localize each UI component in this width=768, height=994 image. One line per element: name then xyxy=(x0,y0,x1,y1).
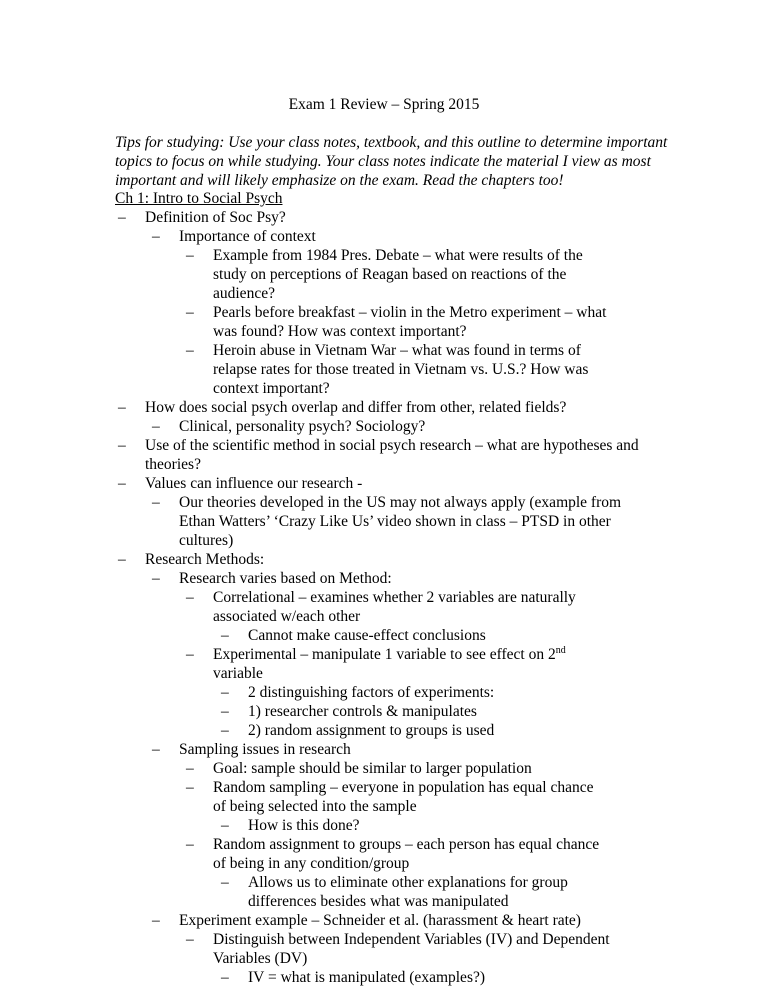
bullet-dash: – xyxy=(186,342,194,359)
outline-item-text: How is this done? xyxy=(248,817,360,834)
outline-item xyxy=(152,569,715,588)
outline-item-text: Clinical, personality psych? Sociology? xyxy=(179,418,426,435)
bullet-dash: – xyxy=(186,836,194,853)
bullet-dash: – xyxy=(152,741,160,758)
bullet-dash: – xyxy=(186,931,194,948)
bullet-dash: – xyxy=(186,760,194,777)
bullet-dash: – xyxy=(152,912,160,929)
outline-item xyxy=(221,626,715,645)
bullet-dash: – xyxy=(186,646,194,663)
bullet-dash: – xyxy=(186,247,194,264)
bullet-dash: – xyxy=(221,969,229,986)
outline-item-text: IV = what is manipulated (examples?) xyxy=(248,969,486,986)
outline-item-text: How does social psych overlap and differ from other, related fields? xyxy=(145,399,567,416)
bullet-dash: – xyxy=(118,475,126,492)
outline-item xyxy=(186,778,715,816)
outline-list xyxy=(115,208,715,987)
outline-item xyxy=(186,835,715,873)
outline-item xyxy=(118,398,715,417)
outline-item-text: Correlational – examines whether 2 variables are naturally associated w/each other xyxy=(213,589,576,625)
outline-item xyxy=(221,683,715,702)
bullet-dash: – xyxy=(186,779,194,796)
bullet-dash: – xyxy=(118,551,126,568)
outline-item-text: Sampling issues in research xyxy=(179,741,351,758)
outline-item-text: 1) researcher controls & manipulates xyxy=(248,703,477,720)
outline-item-text: Our theories developed in the US may not always apply (example from Ethan Watters’ ‘Crazy Like Us’ video shown in class – PTSD in other cultures) xyxy=(179,494,622,549)
outline-item xyxy=(152,493,715,550)
document-title: Exam 1 Review – Spring 2015 xyxy=(288,96,480,113)
section-heading: Ch 1: Intro to Social Psych xyxy=(115,190,283,207)
outline-item xyxy=(221,702,715,721)
outline-item-text: Allows us to eliminate other explanations for group differences besides what was manipulated xyxy=(248,874,568,910)
bullet-dash: – xyxy=(152,494,160,511)
outline-item xyxy=(118,550,715,569)
outline-item-text: Example from 1984 Pres. Debate – what were results of the study on perceptions of Reagan based on reactions of the audience? xyxy=(213,247,583,302)
bullet-dash: – xyxy=(152,570,160,587)
outline-item xyxy=(221,816,715,835)
bullet-dash: – xyxy=(221,874,229,891)
outline-item xyxy=(186,759,715,778)
outline-item-text: Experiment example – Schneider et al. (harassment & heart rate) xyxy=(179,912,581,929)
outline-item xyxy=(221,968,715,987)
outline-item xyxy=(221,873,715,911)
outline-item-text: Random assignment to groups – each person has equal chance of being in any condition/group xyxy=(213,836,600,872)
outline-item-text: 2 distinguishing factors of experiments: xyxy=(248,684,495,701)
bullet-dash: – xyxy=(152,228,160,245)
bullet-dash: – xyxy=(152,418,160,435)
outline-item xyxy=(186,930,715,968)
bullet-dash: – xyxy=(221,817,229,834)
outline-item xyxy=(118,208,715,227)
outline-item xyxy=(186,588,715,626)
outline-item xyxy=(152,227,715,246)
superscript: nd xyxy=(555,644,566,656)
bullet-dash: – xyxy=(186,589,194,606)
outline-item-text: Values can influence our research - xyxy=(145,475,363,492)
outline-item xyxy=(152,417,715,436)
outline-item-text: Pearls before breakfast – violin in the Metro experiment – what was found? How was context important? xyxy=(213,304,607,340)
bullet-dash: – xyxy=(118,209,126,226)
outline-item-text: 2) random assignment to groups is used xyxy=(248,722,495,739)
outline-item xyxy=(186,303,715,341)
outline-item-text: Goal: sample should be similar to larger population xyxy=(213,760,532,777)
outline-item xyxy=(118,474,715,493)
outline-item-text: Research varies based on Method: xyxy=(179,570,392,587)
bullet-dash: – xyxy=(221,722,229,739)
chapter-section xyxy=(115,189,715,987)
outline-item-text: Random sampling – everyone in population has equal chance of being selected into the sample xyxy=(213,779,594,815)
outline-item-text: Use of the scientific method in social psych research – what are hypotheses and theories? xyxy=(145,437,639,473)
outline-item-text: Cannot make cause-effect conclusions xyxy=(248,627,486,644)
outline-item-text: Distinguish between Independent Variables (IV) and Dependent Variables (DV) xyxy=(213,931,610,967)
outline-item-text: Experimental – manipulate 1 variable to see effect on 2nd variable xyxy=(213,644,566,682)
study-tips: Tips for studying: Use your class notes, textbook, and this outline to determine important topics to focus on while studying. Your class notes indicate the material I view as most important and will likely emphasize on the exam. Read the chapters too! xyxy=(115,134,668,189)
outline-item xyxy=(186,341,715,398)
outline-item xyxy=(118,436,715,474)
outline-item xyxy=(152,740,715,759)
bullet-dash: – xyxy=(186,304,194,321)
bullet-dash: – xyxy=(118,437,126,454)
outline-item xyxy=(221,721,715,740)
bullet-dash: – xyxy=(221,627,229,644)
outline-item xyxy=(186,246,715,303)
bullet-dash: – xyxy=(118,399,126,416)
bullet-dash: – xyxy=(221,684,229,701)
outline-item-text: Importance of context xyxy=(179,228,316,245)
outline-item-text: Definition of Soc Psy? xyxy=(145,209,286,226)
outline-item-text: Heroin abuse in Vietnam War – what was found in terms of relapse rates for those treated in Vietnam vs. U.S.? How was context important? xyxy=(213,342,589,397)
outline-item xyxy=(152,911,715,930)
outline-item xyxy=(186,645,715,683)
bullet-dash: – xyxy=(221,703,229,720)
outline-item-text: Research Methods: xyxy=(145,551,265,568)
